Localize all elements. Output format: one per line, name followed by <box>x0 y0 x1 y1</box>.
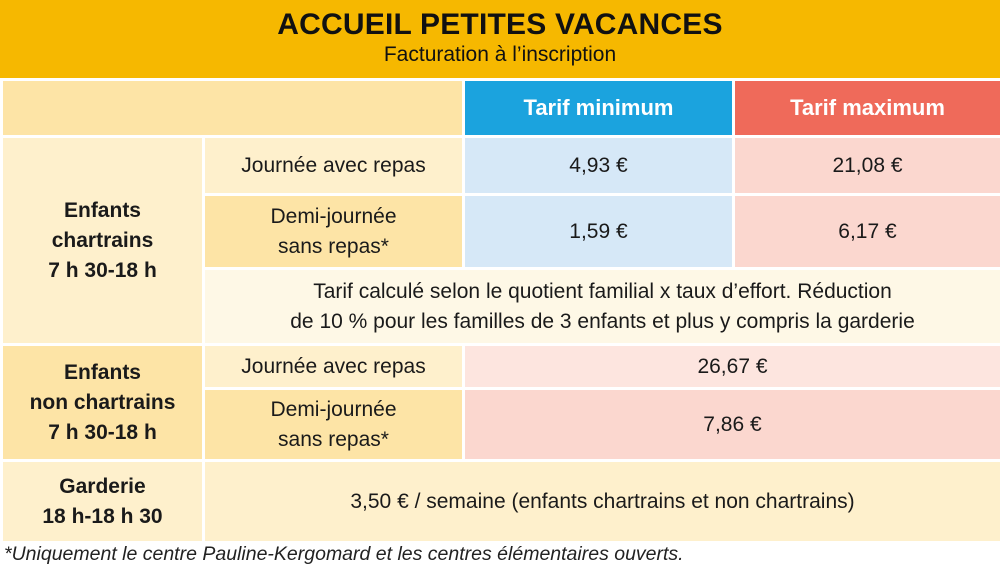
header-banner <box>0 0 1000 78</box>
label-line: sans repas* <box>278 234 389 258</box>
row-label-demi-journee <box>204 389 464 461</box>
page-subtitle: Facturation à l’inscription <box>383 43 617 66</box>
group-hours: 18 h-18 h 30 <box>42 504 163 528</box>
group-hours: 7 h 30-18 h <box>48 258 157 282</box>
group-enfants-non-chartrains <box>2 345 204 461</box>
tariff-table <box>0 78 1000 544</box>
tarif-maximum-header: Tarif maximum <box>734 80 1000 137</box>
table-row <box>2 137 1000 195</box>
group-line: Enfants <box>63 360 141 384</box>
price-max-journee: 21,08 € <box>734 137 1000 195</box>
price-min-demi-journee: 1,59 € <box>464 195 734 269</box>
footnote: *Uniquement le centre Pauline-Kergomard et les centres élémentaires ouverts. <box>4 543 684 565</box>
price-max-demi-journee: 6,17 € <box>734 195 1000 269</box>
row-label-demi-journee <box>204 195 464 269</box>
row-label-journee: Journée avec repas <box>204 137 464 195</box>
note-line: de 10 % pour les familles de 3 enfants et plus y compris la garderie <box>290 309 915 333</box>
table-row <box>2 345 1000 389</box>
group-line: chartrains <box>51 228 154 252</box>
note-line: Tarif calculé selon le quotient familial x taux d’effort. Réduction <box>313 279 892 303</box>
header-empty-cell <box>2 80 464 137</box>
page-title: ACCUEIL PETITES VACANCES <box>277 8 723 41</box>
tarif-minimum-header: Tarif minimum <box>464 80 734 137</box>
table-row <box>2 461 1000 543</box>
group-line: Garderie <box>59 474 146 498</box>
price-journee-non-chartrains: 26,67 € <box>464 345 1000 389</box>
table-header-row <box>2 80 1000 137</box>
row-label-journee: Journée avec repas <box>204 345 464 389</box>
group-garderie <box>2 461 204 543</box>
group-line: Enfants <box>63 198 141 222</box>
label-line: sans repas* <box>278 427 389 451</box>
garderie-price: 3,50 € / semaine (enfants chartrains et non chartrains) <box>204 461 1000 543</box>
group-hours: 7 h 30-18 h <box>48 420 157 444</box>
price-demi-journee-non-chartrains: 7,86 € <box>464 389 1000 461</box>
label-line: Demi-journée <box>270 204 397 228</box>
price-min-journee: 4,93 € <box>464 137 734 195</box>
quotient-familial-note <box>204 269 1000 345</box>
label-line: Demi-journée <box>270 397 397 421</box>
group-enfants-chartrains <box>2 137 204 345</box>
group-line: non chartrains <box>29 390 176 414</box>
